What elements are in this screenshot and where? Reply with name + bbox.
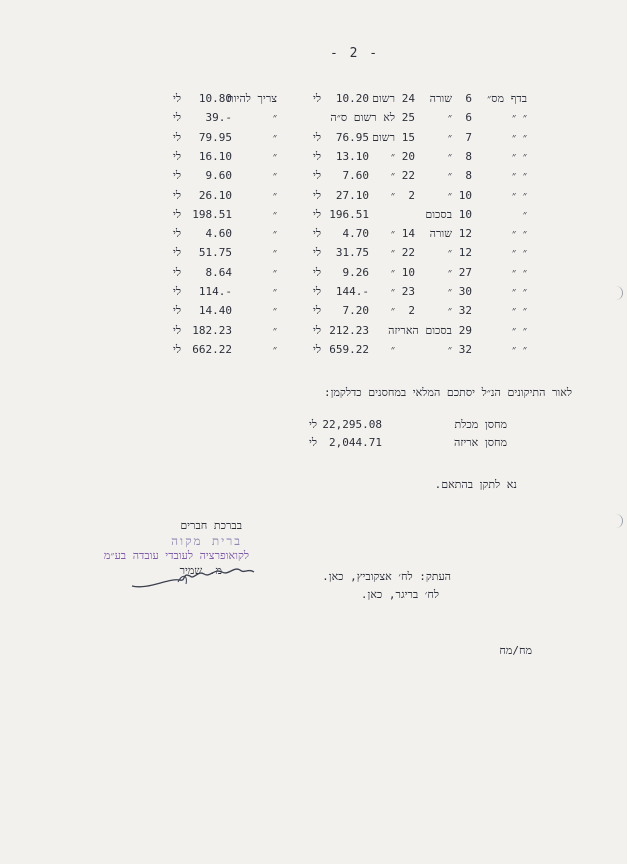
table-cell-c4: 25 [401,111,415,125]
totals-chk: לי [308,418,317,431]
table-cell-c2: 12 [458,246,472,260]
table-cell-c4: 23 [401,285,415,298]
table-cell-chk2: לי [172,188,181,202]
table-cell-c2: 12 [458,227,472,241]
closing-line: בברכת חברים [180,519,242,532]
table-cell-amt2: 26.10 [198,188,232,202]
table-cell-chk2: לי [172,285,181,298]
table-cell-amt1: 27.10 [335,188,369,202]
table-cell-chk1: לי [312,246,321,260]
table-cell-c3: שורה [429,92,452,105]
table-cell-c5: ״ [390,246,395,260]
table-cell-c1: ״ ״ [512,342,527,356]
table-cell-c6: ״ [272,342,277,356]
table-cell-c1: ״ ״ [512,188,527,202]
table-cell-chk2: לי [172,323,181,337]
page-number: - 2 - [330,46,380,61]
table-cell-amt1: 9.26 [342,265,369,279]
table-cell-c6: ״ [272,323,277,337]
table-cell-chk1: לי [312,304,321,318]
table-cell-amt1: 76.95 [335,130,369,144]
copy-recipient: לח׳ בריגר, כאן. [360,588,439,601]
table-cell-c1: ״ ״ [512,323,527,337]
table-cell-c1: ״ ״ [512,111,527,125]
table-cell-c3: בסכום האריזה [388,323,452,337]
table-cell-c5: ״ [390,265,395,279]
table-cell-c1: ״ ״ [512,265,527,279]
table-cell-c4: 14 [401,227,415,241]
table-cell-chk1: לי [312,342,321,356]
table-cell-c2: 6 [465,92,472,105]
table-cell-chk2: לי [172,227,181,241]
table-cell-chk1: לי [312,169,321,183]
stamp-line-1: ברית מקוה [171,534,242,548]
table-cell-amt1: 7.20 [342,304,369,318]
table-cell-amt2: 4.60 [205,227,232,241]
table-cell-c2: 27 [458,265,472,279]
table-cell-c4: 15 [401,130,415,144]
table-cell-c3: בסכום [425,207,452,221]
table-cell-c5: ״ [390,342,395,356]
table-cell-chk2: לי [172,169,181,183]
table-cell-amt2: 198.51 [192,207,232,221]
table-cell-amt2: 9.60 [205,169,232,183]
summary-intro: לאור התיקונים הנ״ל יסתכם המלאי במחסנים כדלקמן: [323,386,572,399]
initials: מח/מח [499,644,532,657]
table-cell-chk2: לי [172,246,181,260]
table-cell-amt1: 7.60 [342,169,369,183]
table-cell-c1: ״ ״ [512,149,527,163]
table-cell-c4: 2 [408,304,415,318]
table-cell-c3: ״ [447,342,452,356]
table-cell-amt2: 16.10 [198,149,232,163]
table-cell-c1: ״ ״ [512,130,527,144]
punch-hole-mark [600,514,623,528]
handwritten-signature [128,560,258,596]
table-cell-c3: ״ [447,149,452,163]
table-cell-c5: ״ [390,149,395,163]
table-cell-chk1: לי [312,92,321,105]
copy-recipient: העתק: לח׳ אצקוביץ, כאן. [322,570,451,583]
table-cell-c3: ״ [447,304,452,318]
table-cell-c4: 24 [401,92,415,105]
table-cell-amt2: 51.75 [198,246,232,260]
table-cell-amt1: 144.- [335,285,369,298]
table-cell-c5: ״ [390,304,395,318]
table-cell-c6: ״ [272,207,277,221]
table-cell-chk1: לי [312,149,321,163]
table-cell-c3: ״ [447,285,452,298]
table-cell-c1: ״ ״ [512,304,527,318]
table-cell-amt1: 10.20 [335,92,369,105]
table-cell-amt2: 182.23 [192,323,232,337]
table-cell-chk2: לי [172,149,181,163]
table-cell-c5: רשום [372,130,395,144]
table-cell-c5: ״ [390,188,395,202]
table-cell-amt2: 114.- [198,285,232,298]
table-cell-amt2: 10.80 [198,92,232,105]
table-cell-c2: 8 [465,169,472,183]
table-cell-c6: ״ [272,169,277,183]
table-cell-chk2: לי [172,111,181,125]
signer-name: מ. שמיר [179,564,222,577]
table-cell-c5: ״ [390,285,395,298]
table-cell-amt2: 14.40 [198,304,232,318]
table-cell-c1: ״ ״ [512,227,527,241]
table-cell-c4: 22 [401,169,415,183]
table-cell-amt2: 662.22 [192,342,232,356]
table-cell-amt1: 13.10 [335,149,369,163]
table-cell-c6: ״ [272,227,277,241]
table-cell-c5: ״ [390,169,395,183]
table-cell-chk2: לי [172,265,181,279]
table-cell-c4: 22 [401,246,415,260]
totals-chk: לי [308,436,317,449]
table-cell-chk1: לי [312,227,321,241]
table-cell-c3: שורה [429,227,452,241]
table-cell-amt1: 31.75 [335,246,369,260]
table-cell-c6: ״ [272,285,277,298]
table-cell-c2: 32 [458,342,472,356]
table-cell-c6: ״ [272,304,277,318]
table-cell-c1: בדף מס״ [487,92,527,105]
table-cell-amt1: 196.51 [329,207,369,221]
table-cell-chk1: לי [312,130,321,144]
table-cell-chk2: לי [172,304,181,318]
totals-label: מחסן אריזה [454,436,507,449]
stamp-line-2: לקואופרציה לעובדי עובדה בע״מ [103,549,249,562]
table-cell-chk1: לי [312,188,321,202]
request-line: נא לתקן בהתאם. [434,478,517,491]
table-cell-c3: ״ [447,246,452,260]
table-cell-c2: 32 [458,304,472,318]
table-cell-chk1: לי [312,207,321,221]
table-cell-chk1: לי [312,323,321,337]
table-cell-c1: ״ [522,207,527,221]
table-cell-c2: 7 [465,130,472,144]
table-cell-c6: ״ [272,149,277,163]
table-cell-c2: 29 [458,323,472,337]
table-cell-c2: 30 [458,285,472,298]
table-cell-chk2: לי [172,342,181,356]
table-cell-chk1: לי [312,265,321,279]
table-cell-c1: ״ ״ [512,285,527,298]
table-cell-c1: ״ ״ [512,169,527,183]
table-cell-chk2: לי [172,92,181,105]
table-cell-c6: ״ [272,188,277,202]
table-cell-c6: ״ [272,265,277,279]
table-cell-c3: ״ [447,130,452,144]
table-cell-c4: 2 [408,188,415,202]
table-cell-c3: ״ [447,188,452,202]
totals-amount: 22,295.08 [322,418,382,431]
totals-label: מחסן מכלת [454,418,507,431]
table-cell-c4: 20 [401,149,415,163]
table-cell-c5: רשום [372,92,395,105]
table-cell-c3: ״ [447,111,452,125]
punch-hole-mark [600,286,623,300]
table-cell-c2: 6 [465,111,472,125]
table-cell-chk2: לי [172,130,181,144]
table-cell-amt1: 659.22 [329,342,369,356]
table-cell-c3: ״ [447,169,452,183]
table-cell-amt2: 8.64 [205,265,232,279]
table-cell-c6: ״ [272,111,277,125]
table-cell-c6: צריך להיות [227,92,277,105]
table-cell-c4: 10 [401,265,415,279]
table-cell-c2: 8 [465,149,472,163]
table-cell-amt2: 79.95 [198,130,232,144]
table-cell-chk1: לי [312,285,321,298]
table-cell-c5: לא רשום ס״ה [330,111,395,125]
table-cell-c5: ״ [390,227,395,241]
totals-amount: 2,044.71 [329,436,382,449]
table-cell-amt1: 4.70 [342,227,369,241]
table-cell-c6: ״ [272,130,277,144]
table-cell-c3: ״ [447,265,452,279]
table-cell-c2: 10 [458,188,472,202]
table-cell-c1: ״ ״ [512,246,527,260]
table-cell-amt1: 212.23 [329,323,369,337]
table-cell-c6: ״ [272,246,277,260]
table-cell-chk2: לי [172,207,181,221]
table-cell-c2: 10 [458,207,472,221]
table-cell-amt2: 39.- [205,111,232,125]
